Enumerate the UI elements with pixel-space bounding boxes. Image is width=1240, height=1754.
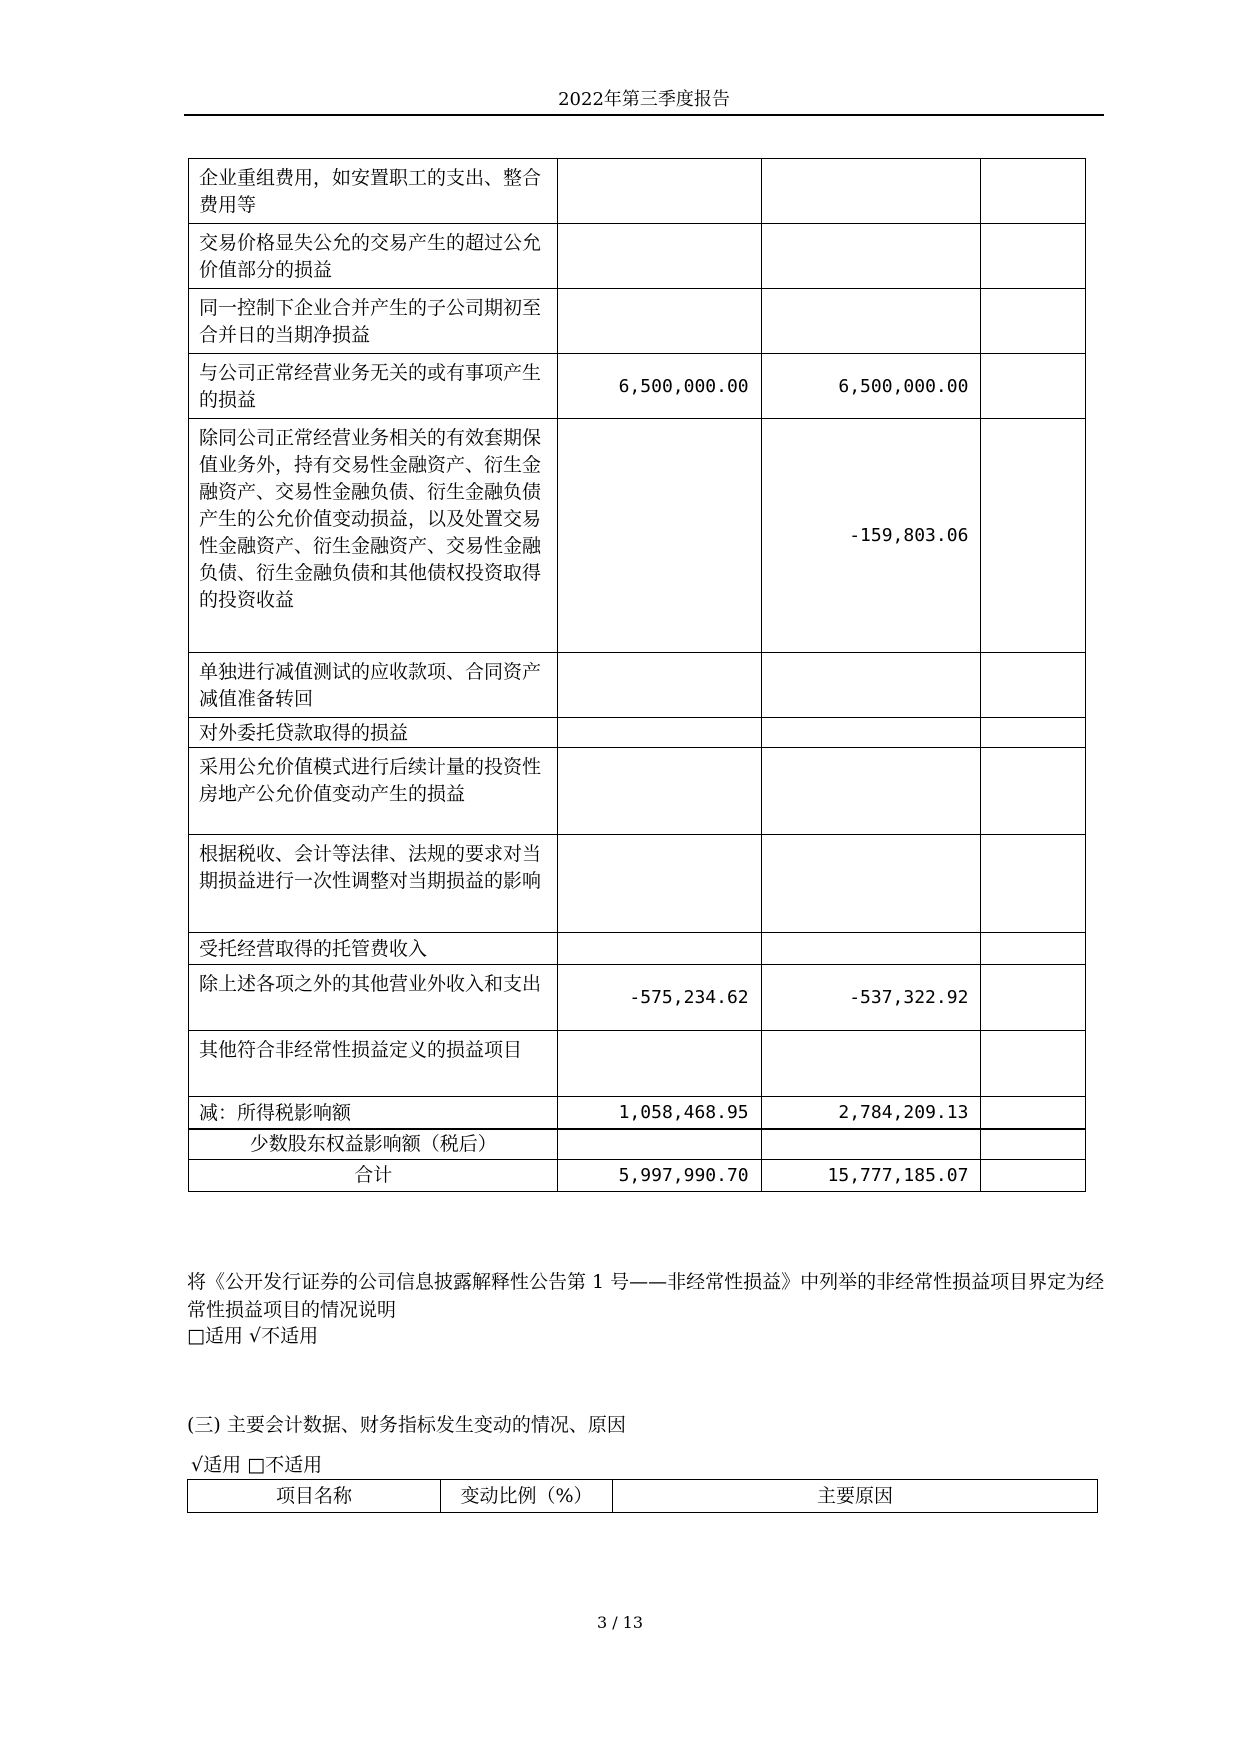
row-current — [558, 159, 761, 224]
row-ytd — [761, 1031, 981, 1097]
row-item: 企业重组费用，如安置职工的支出、整合费用等 — [189, 159, 558, 224]
table-row — [189, 653, 1086, 718]
row-item: 合计 — [189, 1160, 558, 1192]
row-current: 6,500,000.00 — [558, 354, 761, 419]
row-current — [558, 653, 761, 718]
table-row — [189, 354, 1086, 419]
row-current — [558, 1031, 761, 1097]
row-ytd — [761, 289, 981, 354]
table-row — [189, 933, 1086, 965]
row-note — [981, 354, 1086, 419]
row-item: 少数股东权益影响额（税后） — [189, 1129, 558, 1160]
row-note — [981, 289, 1086, 354]
table-row — [189, 159, 1086, 224]
row-current — [558, 718, 761, 748]
header-rule — [184, 114, 1104, 116]
table-row — [189, 718, 1086, 748]
row-ytd — [761, 159, 981, 224]
section-title: (三) 主要会计数据、财务指标发生变动的情况、原因 — [187, 1414, 626, 1436]
row-ytd — [761, 653, 981, 718]
row-item: 对外委托贷款取得的损益 — [189, 718, 558, 748]
row-note — [981, 1160, 1086, 1192]
table-row — [189, 965, 1086, 1031]
row-current — [558, 1129, 761, 1160]
applicability-option: √适用 □不适用 — [191, 1454, 323, 1476]
page-header: 2022年第三季度报告 — [558, 89, 730, 110]
row-current — [558, 748, 761, 835]
row-item: 单独进行减值测试的应收款项、合同资产减值准备转回 — [189, 653, 558, 718]
row-item: 同一控制下企业合并产生的子公司期初至合并日的当期净损益 — [189, 289, 558, 354]
row-note — [981, 835, 1086, 933]
row-item: 采用公允价值模式进行后续计量的投资性房地产公允价值变动产生的损益 — [189, 748, 558, 835]
header-item-name: 项目名称 — [188, 1480, 441, 1513]
row-note — [981, 965, 1086, 1031]
row-ytd — [761, 1129, 981, 1160]
table-row — [189, 1097, 1086, 1129]
row-ytd — [761, 224, 981, 289]
row-note — [981, 933, 1086, 965]
row-note — [981, 1031, 1086, 1097]
changes-table — [187, 1479, 1098, 1513]
table-row — [189, 1031, 1086, 1097]
row-ytd — [761, 835, 981, 933]
row-note — [981, 718, 1086, 748]
row-note — [981, 1129, 1086, 1160]
row-ytd: 2,784,209.13 — [761, 1097, 981, 1129]
row-note — [981, 224, 1086, 289]
applicability-option: □适用 √不适用 — [187, 1325, 319, 1347]
row-note — [981, 748, 1086, 835]
row-ytd — [761, 718, 981, 748]
row-current — [558, 419, 761, 653]
row-ytd: -537,322.92 — [761, 965, 981, 1031]
row-current: 5,997,990.70 — [558, 1160, 761, 1192]
row-current: -575,234.62 — [558, 965, 761, 1031]
reclassification-note: 将《公开发行证券的公司信息披露解释性公告第 1 号——非经常性损益》中列举的非经常性损益项目界定为经常性损益项目的情况说明 — [187, 1271, 1105, 1321]
table-row — [189, 748, 1086, 835]
table-header-row — [188, 1480, 1098, 1513]
row-item: 受托经营取得的托管费收入 — [189, 933, 558, 965]
row-item: 根据税收、会计等法律、法规的要求对当期损益进行一次性调整对当期损益的影响 — [189, 835, 558, 933]
table-row — [189, 224, 1086, 289]
table-row — [189, 1160, 1086, 1192]
row-current: 1,058,468.95 — [558, 1097, 761, 1129]
non-recurring-table — [188, 158, 1086, 1192]
row-item: 其他符合非经常性损益定义的损益项目 — [189, 1031, 558, 1097]
row-ytd — [761, 748, 981, 835]
row-item: 与公司正常经营业务无关的或有事项产生的损益 — [189, 354, 558, 419]
row-ytd: -159,803.06 — [761, 419, 981, 653]
table-row — [189, 289, 1086, 354]
row-note — [981, 419, 1086, 653]
row-current — [558, 224, 761, 289]
row-item: 交易价格显失公允的交易产生的超过公允价值部分的损益 — [189, 224, 558, 289]
row-ytd: 6,500,000.00 — [761, 354, 981, 419]
row-note — [981, 653, 1086, 718]
row-item: 除同公司正常经营业务相关的有效套期保值业务外，持有交易性金融资产、衍生金融资产、交易性金融负债、衍生金融负债产生的公允价值变动损益，以及处置交易性金融资产、衍生金融资产、交易性金融负债、衍生金融负债和其他债权投资取得的投资收益 — [189, 419, 558, 653]
table-row — [189, 835, 1086, 933]
row-current — [558, 933, 761, 965]
row-note — [981, 159, 1086, 224]
row-item: 除上述各项之外的其他营业外收入和支出 — [189, 965, 558, 1031]
table-row — [189, 1129, 1086, 1160]
row-current — [558, 835, 761, 933]
row-current — [558, 289, 761, 354]
page-number: 3 / 13 — [596, 1613, 644, 1632]
row-item: 减：所得税影响额 — [189, 1097, 558, 1129]
table-row — [189, 419, 1086, 653]
row-note — [981, 1097, 1086, 1129]
header-main-reason: 主要原因 — [613, 1480, 1098, 1513]
row-ytd — [761, 933, 981, 965]
row-ytd: 15,777,185.07 — [761, 1160, 981, 1192]
header-change-ratio: 变动比例（%） — [441, 1480, 613, 1513]
